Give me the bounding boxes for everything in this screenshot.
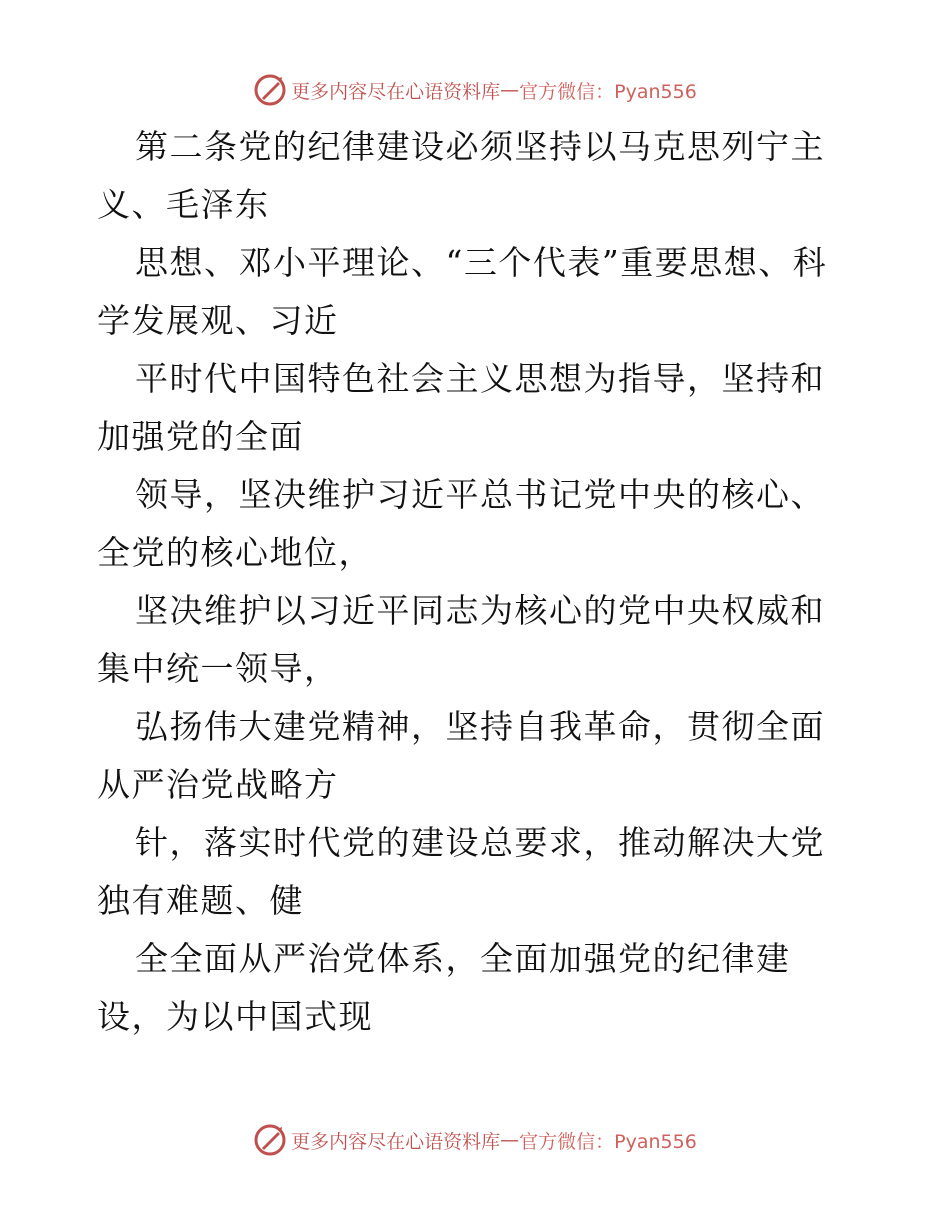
header-wechat-text: 官方微信：Pyan556 [519, 80, 697, 103]
paragraph-line: 第二条党的纪律建设必须坚持以马克思列宁主义、毛泽东 [97, 127, 825, 224]
document-body [97, 118, 857, 1046]
header-watermark [0, 70, 950, 110]
paragraph-line: 领导，坚决维护习近平总书记党中央的核心、全党的核心地位， [97, 475, 825, 572]
paragraph-line: 全全面从严治党体系，全面加强党的纪律建设，为以中国式现 [97, 939, 791, 1036]
paragraph-line: 针，落实时代党的建设总要求，推动解决大党独有难题、健 [97, 823, 825, 920]
header-separator: — [500, 79, 520, 101]
quill-logo-icon [253, 1123, 287, 1157]
paragraph-line: 思想、邓小平理论、“三个代表”重要思想、科学发展观、习近 [97, 243, 828, 340]
paragraph-line: 坚决维护以习近平同志为核心的党中央权威和集中统一领导， [97, 591, 825, 688]
footer-site-text: 更多内容尽在心语资料库 [291, 1130, 501, 1153]
footer-separator: — [500, 1129, 520, 1151]
paragraph-line: 平时代中国特色社会主义思想为指导，坚持和加强党的全面 [97, 359, 825, 456]
footer-wechat-text: 官方微信：Pyan556 [519, 1130, 697, 1153]
quill-logo-icon [253, 73, 287, 107]
paragraph-line: 弘扬伟大建党精神，坚持自我革命，贯彻全面从严治党战略方 [97, 707, 825, 804]
header-site-text: 更多内容尽在心语资料库 [291, 80, 501, 103]
footer-watermark [0, 1120, 950, 1160]
